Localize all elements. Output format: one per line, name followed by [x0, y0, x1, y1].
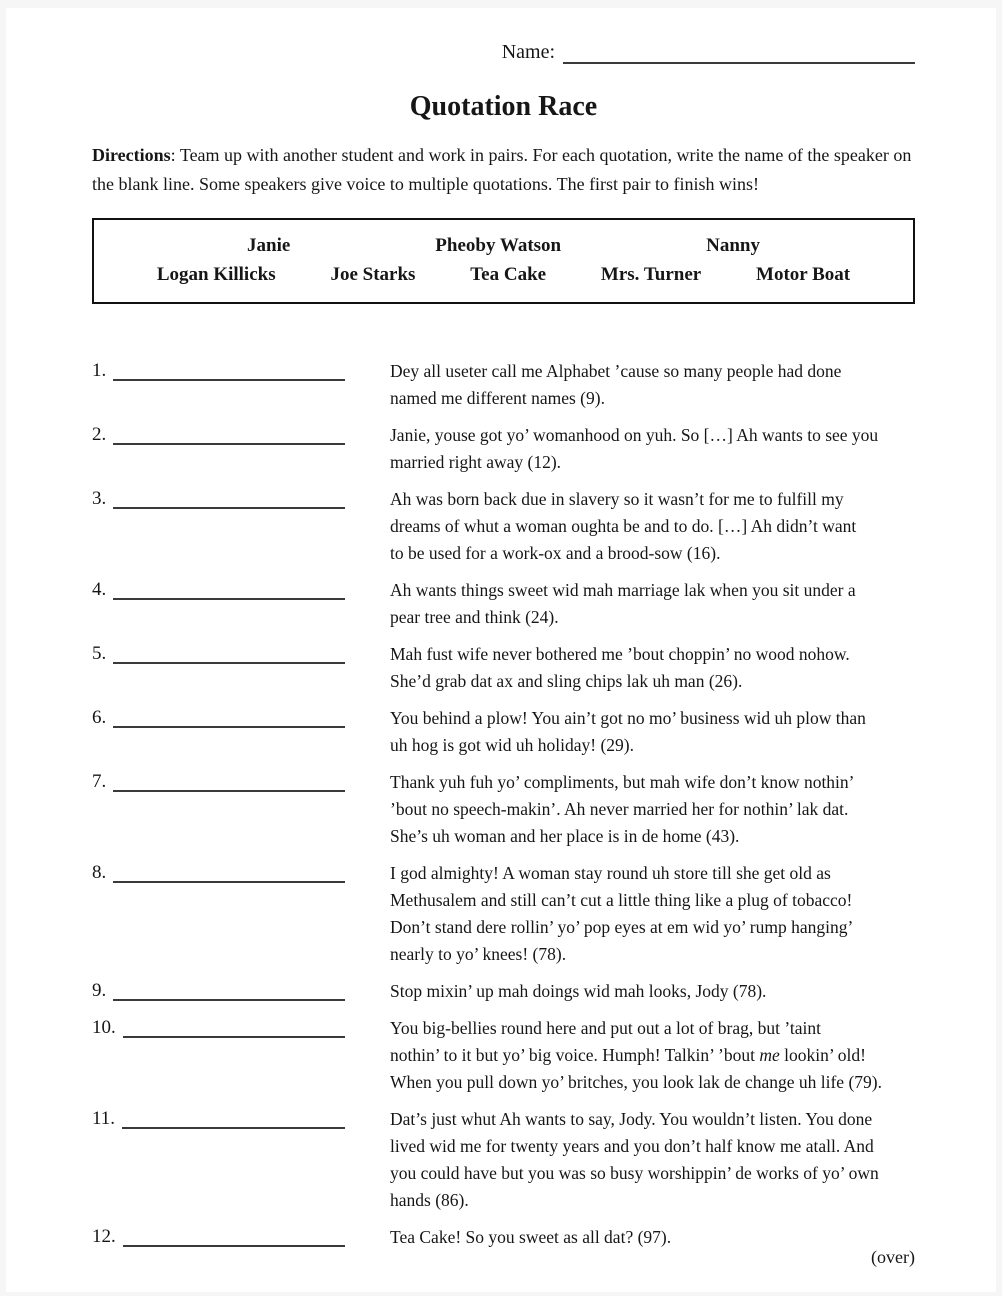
quote-item: [92, 860, 915, 968]
quote-answer-area: [92, 978, 345, 1004]
name-bank-row-2: [102, 260, 905, 289]
quote-item: [92, 769, 915, 850]
quote-number: 9.: [92, 980, 107, 1001]
answer-blank[interactable]: [122, 1106, 345, 1129]
answer-blank[interactable]: [123, 1224, 345, 1247]
page-title: Quotation Race: [409, 91, 598, 122]
answer-blank[interactable]: [123, 1015, 345, 1038]
answer-blank[interactable]: [113, 769, 345, 792]
answer-blank[interactable]: [113, 705, 345, 728]
directions-paragraph: [92, 141, 915, 199]
quote-number: 3.: [92, 488, 107, 509]
quote-answer-area: [92, 705, 345, 731]
quote-text: Tea Cake! So you sweet as all dat? (97).: [390, 1227, 672, 1247]
quote-answer-area: [92, 577, 345, 603]
directions-label: Directions: [92, 145, 171, 165]
quote-answer-area: [92, 641, 345, 667]
quote-answer-area: [92, 769, 345, 795]
quote-item: [92, 641, 915, 695]
quote-item: [92, 422, 915, 476]
quote-answer-area: [92, 1224, 345, 1250]
quote-answer-area: [92, 358, 345, 384]
quote-item: [92, 358, 915, 412]
quote-item: [92, 486, 915, 567]
worksheet-page: [6, 8, 996, 1292]
quote-text: Dey all useter call me Alphabet ’cause so many people had done named me different names (9).: [390, 361, 842, 408]
answer-blank[interactable]: [113, 358, 345, 381]
quote-number: 4.: [92, 579, 107, 600]
quote-text: You big-bellies round here and put out a lot of brag, but ’taint nothin’ to it but yo’ big voice. Humph! Talkin’ ’bout me lookin’ old! When you pull down yo’ britches, you look lak de change uh life (79).: [390, 1018, 882, 1092]
quote-answer-area: [92, 422, 345, 448]
quote-list: [92, 358, 915, 1251]
quote-text: Thank yuh fuh yo’ compliments, but mah wife don’t know nothin’ ’bout no speech-makin’. Ah never married her for nothin’ lak dat. She’s uh woman and her place is in de home (43).: [390, 772, 855, 846]
quote-text: Ah was born back due in slavery so it wasn’t for me to fulfill my dreams of whut a woman oughta be and to do. […] Ah didn’t want to be used for a work-ox and a brood-sow (16).: [390, 489, 857, 563]
quote-answer-area: [92, 1015, 345, 1041]
name-bank-entry: Joe Starks: [330, 264, 416, 285]
quote-text: I god almighty! A woman stay round uh store till she get old as Methusalem and still can’t cut a little thing like a plug of tobacco! Don’t stand dere rollin’ yo’ pop eyes at em wid yo’ rump hanging’ nearly to yo’ knees! (78).: [390, 863, 854, 964]
answer-blank[interactable]: [113, 422, 345, 445]
quote-number: 12.: [92, 1226, 116, 1247]
name-label: Name:: [501, 41, 555, 63]
name-bank-row-1: [102, 231, 905, 260]
quote-number: 6.: [92, 707, 107, 728]
answer-blank[interactable]: [113, 486, 345, 509]
quote-number: 8.: [92, 862, 107, 883]
name-bank-entry: Tea Cake: [470, 264, 547, 285]
name-bank-entry: Logan Killicks: [156, 264, 276, 285]
over-note: (over): [871, 1247, 915, 1267]
name-bank-entry: Pheoby Watson: [435, 235, 562, 256]
quote-text: Mah fust wife never bothered me ’bout choppin’ no wood nohow. She’d grab dat ax and sling chips lak uh man (26).: [390, 644, 850, 691]
answer-blank[interactable]: [113, 860, 345, 883]
quote-number: 11.: [92, 1108, 116, 1129]
name-blank-line[interactable]: [563, 42, 915, 64]
quote-answer-area: [92, 860, 345, 886]
answer-blank[interactable]: [113, 978, 345, 1001]
quote-item: [92, 577, 915, 631]
quote-text: Stop mixin’ up mah doings wid mah looks, Jody (78).: [390, 981, 767, 1001]
answer-blank[interactable]: [113, 577, 345, 600]
name-bank-entry: Motor Boat: [756, 264, 851, 285]
quote-number: 2.: [92, 424, 107, 445]
quote-item: [92, 1015, 915, 1096]
directions-text: : Team up with another student and work in pairs. For each quotation, write the name of the speaker on the blank line. Some speakers give voice to multiple quotations. The first pair to finish wins!: [92, 145, 912, 194]
quote-number: 5.: [92, 643, 107, 664]
quote-text: Dat’s just whut Ah wants to say, Jody. You wouldn’t listen. You done lived wid me for twenty years and you don’t half know me atall. And you could have but you was so busy worshippin’ de works of yo’ own hands (86).: [390, 1109, 879, 1210]
quote-number: 7.: [92, 771, 107, 792]
name-bank-entry: Janie: [247, 235, 291, 256]
quote-item: [92, 1224, 915, 1251]
quote-answer-area: [92, 1106, 345, 1132]
quote-number: 1.: [92, 360, 107, 381]
quote-number: 10.: [92, 1017, 116, 1038]
quote-answer-area: [92, 486, 345, 512]
answer-blank[interactable]: [113, 641, 345, 664]
name-bank-entry: Nanny: [706, 235, 760, 256]
quote-text: Ah wants things sweet wid mah marriage lak when you sit under a pear tree and think (24).: [390, 580, 856, 627]
quote-text: Janie, youse got yo’ womanhood on yuh. So […] Ah wants to see you married right away (12).: [390, 425, 879, 472]
name-bank-entry: Mrs. Turner: [600, 264, 702, 285]
quote-item: [92, 1106, 915, 1214]
name-row: [92, 40, 915, 64]
quote-item: [92, 978, 915, 1005]
name-bank-box: [92, 218, 915, 304]
quote-text: You behind a plow! You ain’t got no mo’ business wid uh plow than uh hog is got wid uh holiday! (29).: [390, 708, 866, 755]
quote-item: [92, 705, 915, 759]
